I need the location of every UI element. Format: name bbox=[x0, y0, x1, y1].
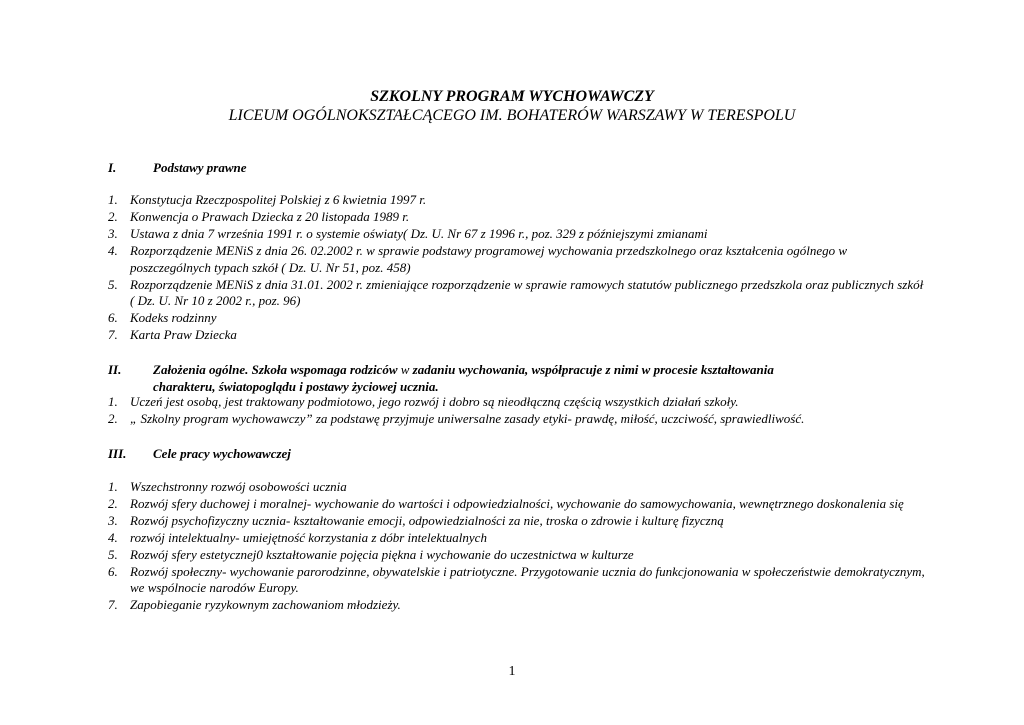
item-text: Rozwój społeczny- wychowanie parorodzinne, obywatelskie i patriotyczne. Przygotowanie ucznia do funkcjonowania w społeczeństwie demokratycznym, we wspólnocie narodów Europy. bbox=[130, 563, 925, 596]
item-number: 4. bbox=[108, 242, 118, 258]
section-title-continuation: charakteru, światopoglądu i postawy życiowej ucznia. bbox=[153, 379, 439, 394]
item-text: „ Szkolny program wychowawczy” za podstawę przyjmuje uniwersalne zasady etyki- prawdę, miłość, uczciwość, sprawiedliwość. bbox=[130, 410, 805, 426]
item-text: Wszechstronny rozwój osobowości ucznia bbox=[130, 479, 347, 494]
section-title bbox=[153, 361, 774, 378]
list-item bbox=[108, 243, 928, 277]
page-number: 1 bbox=[508, 664, 516, 679]
item-text: Rozwój sfery estetycznej0 kształtowanie pojęcia piękna i wychowanie do uczestnictwa w kulturze bbox=[130, 546, 634, 562]
item-number: 2. bbox=[108, 495, 118, 511]
item-number: 1. bbox=[108, 394, 118, 409]
section-number: III. bbox=[108, 446, 127, 461]
item-number: 5. bbox=[108, 546, 118, 562]
list-item bbox=[108, 597, 928, 614]
item-number: 6. bbox=[108, 563, 118, 579]
item-text: Ustawa z dnia 7 września 1991 r. o systemie oświaty( Dz. U. Nr 67 z 1996 r., poz. 329 z późniejszymi zmianami bbox=[130, 225, 708, 241]
item-number: 6. bbox=[108, 310, 118, 326]
list-item bbox=[108, 226, 928, 243]
item-number: 5. bbox=[108, 276, 118, 292]
list-item bbox=[108, 411, 928, 428]
item-number: 3. bbox=[108, 512, 118, 528]
list-item bbox=[108, 564, 928, 598]
list-item bbox=[108, 277, 928, 311]
general-assumptions-list bbox=[108, 394, 928, 428]
list-item bbox=[108, 310, 928, 327]
section-title-part: zadaniu wychowania, współpracuje z nimi w procesie kształtowania bbox=[412, 362, 774, 377]
section-title: Podstawy prawne bbox=[153, 160, 247, 175]
item-number: 7. bbox=[108, 597, 118, 613]
list-item bbox=[108, 327, 928, 344]
item-number: 7. bbox=[108, 327, 118, 343]
document-title: SZKOLNY PROGRAM WYCHOWAWCZY bbox=[370, 88, 654, 105]
item-text: Uczeń jest osobą, jest traktowany podmiotowo, jego rozwój i dobro są nieodłączną częścią wszystkich działań szkoły. bbox=[130, 394, 739, 409]
list-item bbox=[108, 530, 928, 547]
item-number: 2. bbox=[108, 208, 118, 224]
list-item bbox=[108, 496, 928, 513]
educational-goals-list bbox=[108, 479, 928, 614]
item-text: Karta Praw Dziecka bbox=[130, 327, 237, 343]
list-item bbox=[108, 209, 928, 226]
list-item bbox=[108, 479, 928, 496]
list-item bbox=[108, 192, 928, 209]
section-number: II. bbox=[108, 362, 122, 377]
section-title-part: Założenia ogólne. Szkoła wspomaga rodziców bbox=[153, 362, 398, 377]
item-number: 1. bbox=[108, 479, 118, 494]
item-text: Rozporządzenie MENiS z dnia 31.01. 2002 r. zmieniające rozporządzenie w sprawie ramowych statutów publicznego przedszkola oraz publicznych szkół ( Dz. U. Nr 10 z 2002 r., poz. 96) bbox=[130, 276, 924, 309]
list-item bbox=[108, 547, 928, 564]
item-text: Kodeks rodzinny bbox=[130, 310, 217, 326]
item-text: Rozwój psychofizyczny ucznia- kształtowanie emocji, odpowiedzialności za nie, troska o zdrowie i kulturę fizyczną bbox=[130, 512, 724, 528]
item-text: Konstytucja Rzeczpospolitej Polskiej z 6 kwietnia 1997 r. bbox=[130, 192, 427, 207]
item-text: Konwencja o Prawach Dziecka z 20 listopada 1989 r. bbox=[130, 208, 410, 224]
list-item bbox=[108, 513, 928, 530]
item-text: Rozwój sfery duchowej i moralnej- wychowanie do wartości i odpowiedzialności, wychowanie do samowychowania, wewnętrznego doskonalenia się bbox=[130, 495, 904, 511]
section-number: I. bbox=[108, 160, 117, 175]
item-number: 1. bbox=[108, 192, 118, 207]
document-subtitle: LICEUM OGÓLNOKSZTAŁCĄCEGO IM. BOHATERÓW WARSZAWY W TERESPOLU bbox=[228, 107, 796, 124]
item-number: 4. bbox=[108, 529, 118, 545]
section-title: Cele pracy wychowawczej bbox=[153, 446, 291, 461]
item-text: Rozporządzenie MENiS z dnia 26. 02.2002 r. w sprawie podstawy programowej wychowania przedszkolnego oraz kształcenia ogólnego w poszczególnych typach szkół ( Dz. U. Nr 51, poz. 458) bbox=[130, 242, 848, 275]
item-number: 3. bbox=[108, 225, 118, 241]
section-title-part: w bbox=[397, 362, 413, 377]
list-item bbox=[108, 394, 928, 411]
item-text: rozwój intelektualny- umiejętność korzystania z dóbr intelektualnych bbox=[130, 529, 487, 545]
item-number: 2. bbox=[108, 410, 118, 426]
legal-basis-list bbox=[108, 192, 928, 344]
item-text: Zapobieganie ryzykownym zachowaniom młodzieży. bbox=[130, 597, 401, 613]
